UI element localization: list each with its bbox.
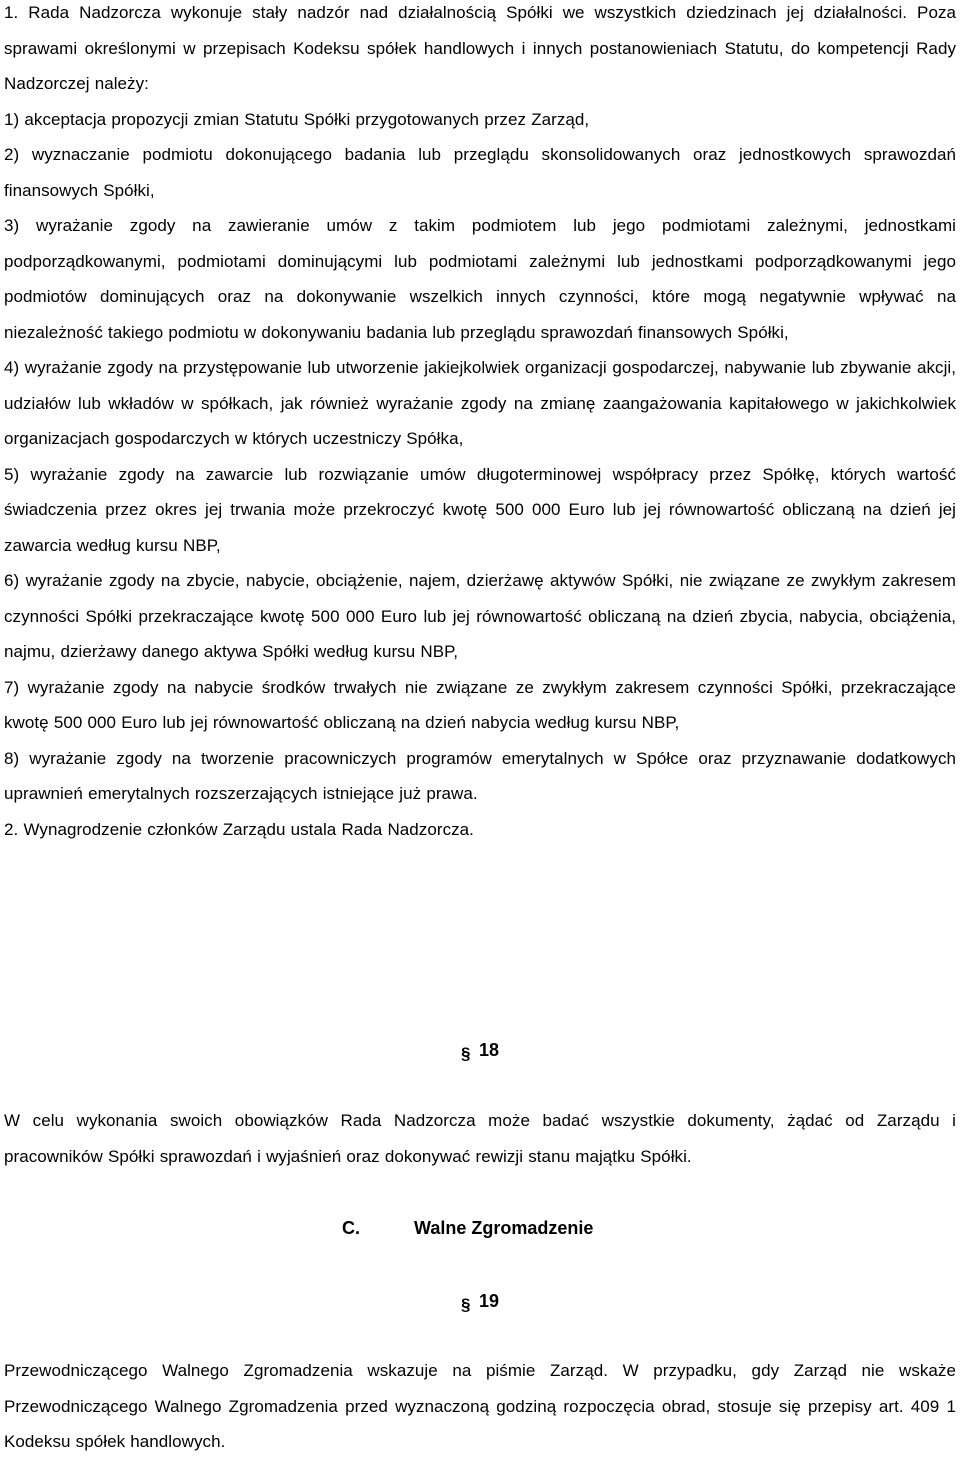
chapter-letter: C. (342, 1218, 360, 1238)
paragraph-1-intro: 1. Rada Nadzorcza wykonuje stały nadzór nad działalnością Spółki we wszystkich dziedzinach jej działalności. Poza sprawami określonymi w przepisach Kodeksu spółek handlowych i innych postanowieniach Statutu, do kompetencji Rady Nadzorczej należy: (4, 3, 956, 93)
list-item-8: 8) wyrażanie zgody na tworzenie pracowniczych programów emerytalnych w Spółce oraz przyznawanie dodatkowych uprawnień emerytalnych rozszerzających istniejące już prawa. (4, 748, 956, 803)
article-17-body (4, 0, 956, 847)
section-heading-18 (0, 1039, 960, 1061)
chapter-title: Walne Zgromadzenie (414, 1218, 594, 1238)
list-item-2: 2) wyznaczanie podmiotu dokonującego badania lub przeglądu skonsolidowanych oraz jednostkowych sprawozdań finansowych Spółki, (4, 145, 956, 200)
list-item-6: 6) wyrażanie zgody na zbycie, nabycie, obciążenie, najem, dzierżawę aktywów Spółki, nie związane ze zwykłym zakresem czynności Spółki przekraczające kwotę 500 000 Euro lub jej równowartość obliczaną na dzień zbycia, nabycia, obciążenia, najmu, dzierżawy danego aktywa Spółki według kursu NBP, (4, 571, 956, 661)
section-number-19: § 19 (461, 1290, 499, 1312)
section-18-body (4, 1103, 956, 1174)
section-18-text: W celu wykonania swoich obowiązków Rada Nadzorcza może badać wszystkie dokumenty, żądać od Zarządu i pracowników Spółki sprawozdań i wyjaśnień oraz dokonywać rewizji stanu majątku Spółki. (4, 1111, 956, 1166)
list-item-1: 1) akceptacja propozycji zmian Statutu Spółki przygotowanych przez Zarząd, (4, 109, 590, 129)
list-item-7: 7) wyrażanie zgody na nabycie środków trwałych nie związane ze zwykłym zakresem czynności Spółki, przekraczające kwotę 500 000 Euro lub jej równowartość obliczaną na dzień nabycia według kursu NBP, (4, 677, 956, 732)
paragraph-2: 2. Wynagrodzenie członków Zarządu ustala Rada Nadzorcza. (4, 819, 474, 839)
section-number-18: § 18 (461, 1039, 499, 1061)
list-item-4: 4) wyrażanie zgody na przystępowanie lub utworzenie jakiejkolwiek organizacji gospodarczej, nabywanie lub zbywanie akcji, udziałów lub wkładów w spółkach, jak również wyrażanie zgody na zmianę zaangażowania kapitałowego w jakichkolwiek organizacjach gospodarczych w których uczestniczy Spółka, (4, 358, 956, 448)
section-heading-19 (0, 1290, 960, 1312)
section-19-body (4, 1353, 956, 1460)
section-19-text: Przewodniczącego Walnego Zgromadzenia wskazuje na piśmie Zarząd. W przypadku, gdy Zarząd nie wskaże Przewodniczącego Walnego Zgromadzenia przed wyznaczoną godziną rozpoczęcia obrad, stosuje się przepisy art. 409 1 Kodeksu spółek handlowych. (4, 1361, 956, 1451)
list-item-3: 3) wyrażanie zgody na zawieranie umów z takim podmiotem lub jego podmiotami zależnymi, jednostkami podporządkowanymi, podmiotami dominującymi lub podmiotami zależnymi lub jednostkami podporządkowanymi jego podmiotów dominujących oraz na dokonywanie wszelkich innych czynności, które mogą negatywnie wpływać na niezależność takiego podmiotu w dokonywaniu badania lub przeglądu sprawozdań finansowych Spółki, (4, 216, 956, 342)
list-item-5: 5) wyrażanie zgody na zawarcie lub rozwiązanie umów długoterminowej współpracy przez Spółkę, których wartość świadczenia przez okres jej trwania może przekroczyć kwotę 500 000 Euro lub jej równowartość obliczaną na dzień jej zawarcia według kursu NBP, (4, 464, 956, 555)
